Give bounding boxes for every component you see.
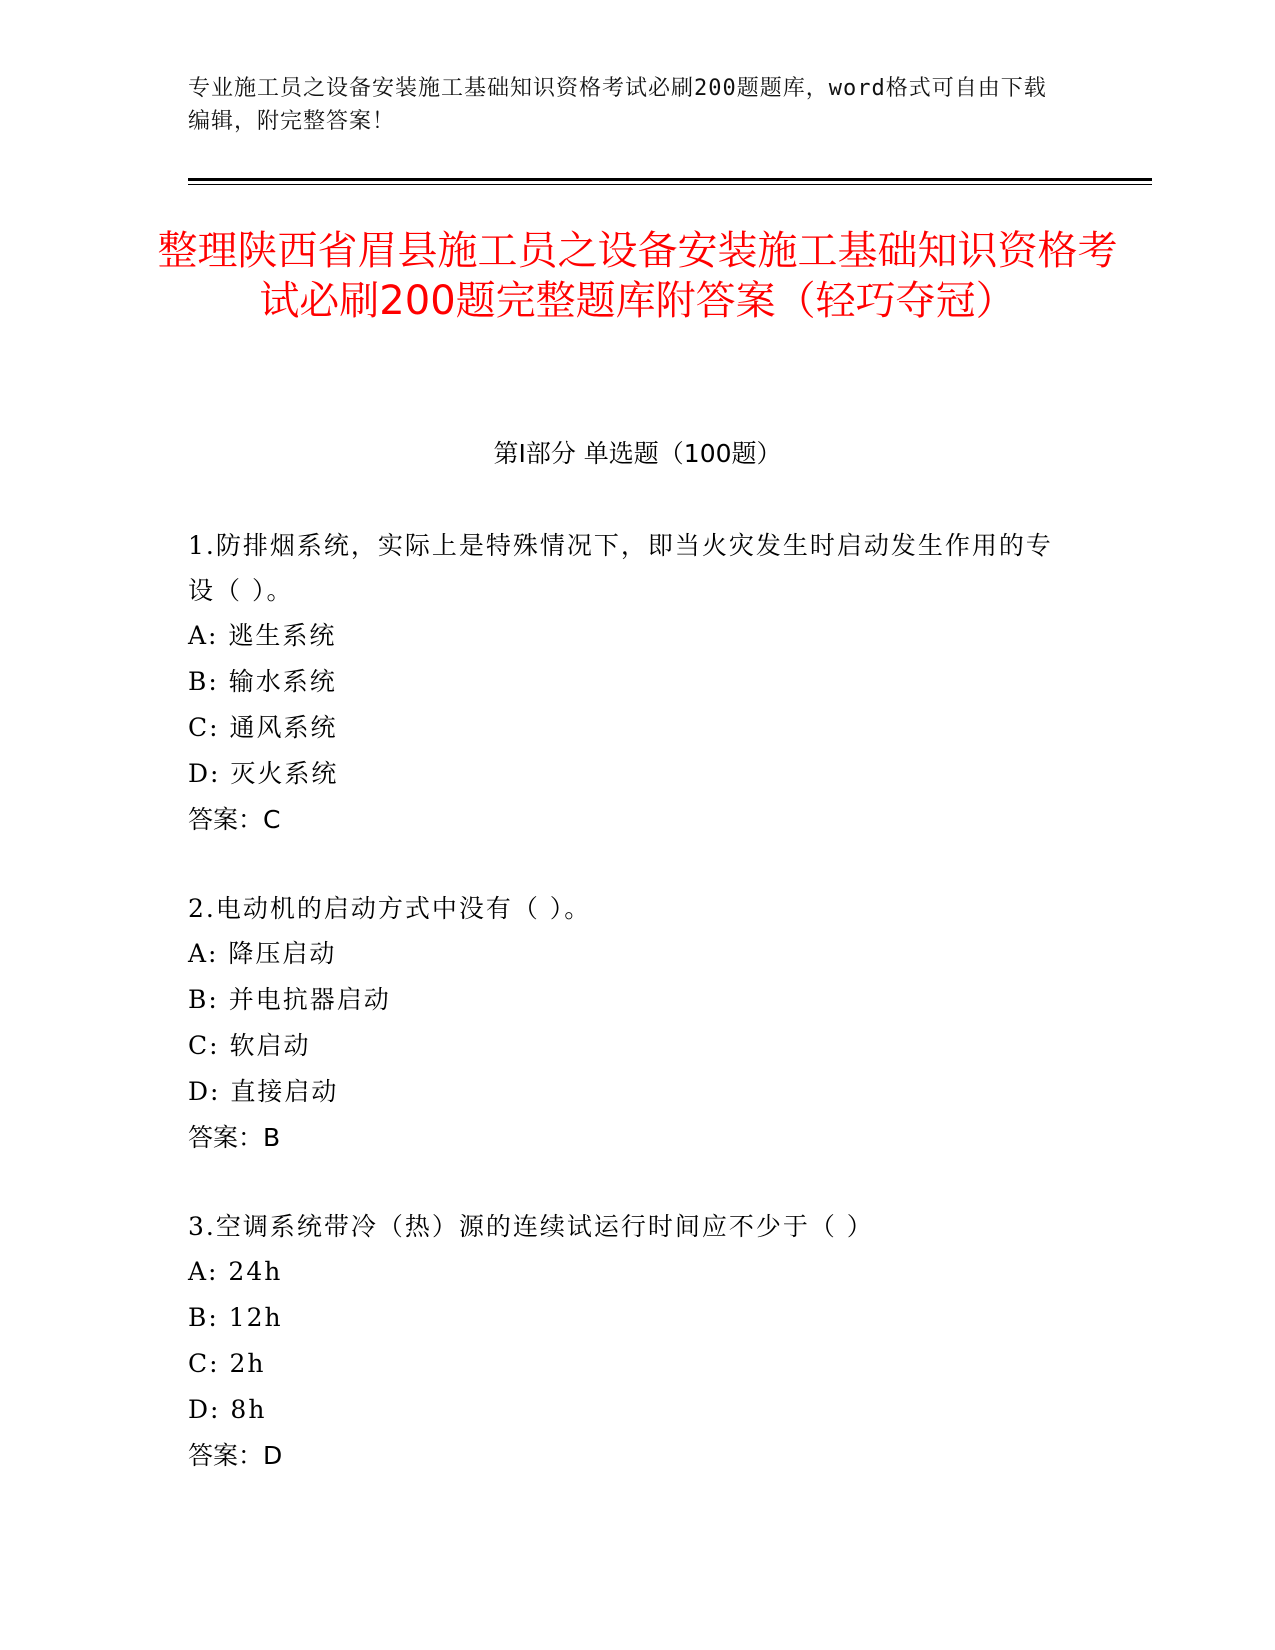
option-a: A: 24h — [188, 1257, 283, 1286]
option-c: C: 2h — [188, 1349, 266, 1378]
header-divider-thin — [188, 184, 1152, 185]
option-b: B: 输水系统 — [188, 667, 337, 696]
question-answer: 答案：D — [188, 1441, 283, 1470]
question-list — [188, 523, 1068, 1522]
question-stem: 3.空调系统带冷（热）源的连续试运行时间应不少于（ ） — [188, 1212, 874, 1241]
option-d: D: 8h — [188, 1395, 267, 1424]
question-1 — [188, 523, 1068, 842]
option-c: C: 通风系统 — [188, 713, 338, 742]
option-b: B: 并电抗器启动 — [188, 985, 391, 1014]
question-stem: 1.防排烟系统，实际上是特殊情况下，即当火灾发生时启动发生作用的专设（ ）。 — [188, 531, 1053, 605]
question-3 — [188, 1204, 1068, 1478]
document-title: 整理陕西省眉县施工员之设备安装施工基础知识资格考试必刷200题完整题库附答案（轻巧夺冠） — [157, 228, 1118, 324]
header-note: 专业施工员之设备安装施工基础知识资格考试必刷200题题库，word格式可自由下载编辑，附完整答案！ — [188, 76, 1047, 134]
option-a: A: 降压启动 — [188, 939, 337, 968]
question-stem: 2.电动机的启动方式中没有（ ）。 — [188, 894, 592, 923]
question-2 — [188, 886, 1068, 1160]
option-d: D: 灭火系统 — [188, 759, 339, 788]
section-heading: 第I部分 单选题（100题） — [493, 439, 782, 468]
header-divider-thick — [188, 178, 1152, 181]
option-a: A: 逃生系统 — [188, 621, 337, 650]
question-answer: 答案：C — [188, 805, 281, 834]
option-d: D: 直接启动 — [188, 1077, 339, 1106]
option-b: B: 12h — [188, 1303, 283, 1332]
question-answer: 答案：B — [188, 1123, 281, 1152]
option-c: C: 软启动 — [188, 1031, 311, 1060]
